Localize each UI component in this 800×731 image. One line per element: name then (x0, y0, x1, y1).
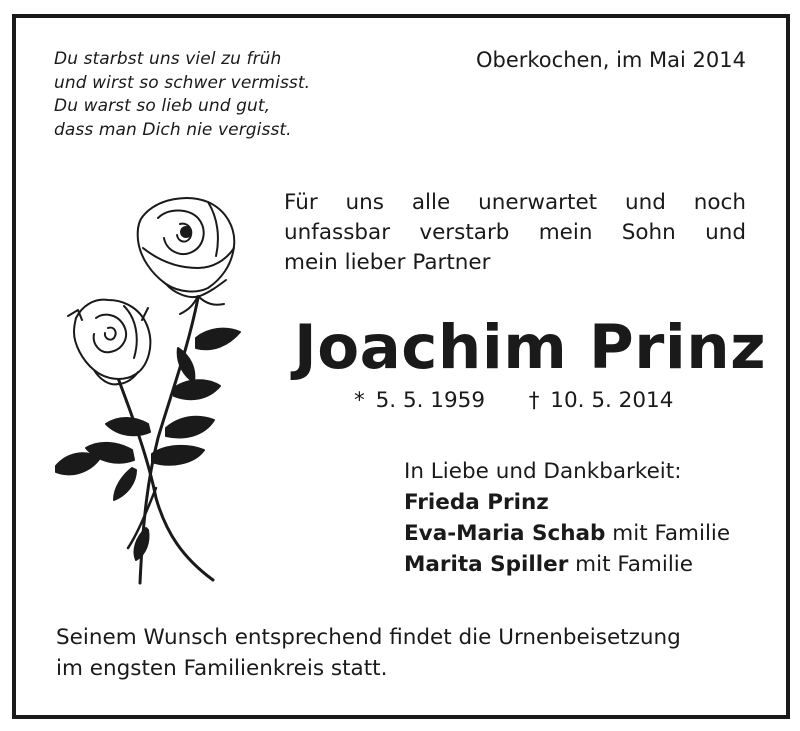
closing-line: im engsten Familienkreis statt. (56, 656, 388, 681)
mourner-entry (404, 487, 730, 518)
closing-text (56, 622, 681, 684)
mourner-name: Eva-Maria Schab (404, 521, 606, 546)
place-and-date: Oberkochen, im Mai 2014 (475, 48, 746, 72)
mourners-block (404, 456, 730, 580)
mourners-heading: In Liebe und Dankbarkeit: (404, 459, 682, 484)
mourner-name: Frieda Prinz (404, 490, 549, 515)
intro-line: unfassbar verstarb mein Sohn und (284, 220, 746, 245)
mourner-suffix: mit Familie (575, 552, 694, 577)
death-symbol: † (528, 388, 540, 413)
poem-line: dass man Dich nie vergisst. (54, 119, 292, 140)
poem (54, 48, 310, 142)
intro-line: Für uns alle unerwartet und noch (284, 190, 746, 215)
rose-drawing-icon (48, 188, 258, 593)
birth-symbol: * (354, 388, 365, 413)
mourner-suffix: mit Familie (612, 521, 731, 546)
poem-line: Du starbst uns viel zu früh (54, 49, 282, 69)
deceased-name: Joachim Prinz (294, 312, 767, 383)
closing-line: Seinem Wunsch entsprechend findet die Urnenbeisetzung (56, 625, 681, 650)
poem-line: und wirst so schwer vermisst. (54, 72, 311, 93)
poem-line: Du warst so lieb und gut, (54, 96, 271, 116)
birth-date: 5. 5. 1959 (375, 388, 486, 413)
mourner-name: Marita Spiller (404, 552, 569, 577)
intro-text (284, 188, 746, 278)
mourner-entry (404, 518, 730, 549)
mourner-entry (404, 549, 730, 580)
intro-line: mein lieber Partner (284, 250, 491, 275)
life-dates (354, 388, 677, 413)
death-date: 10. 5. 2014 (550, 388, 674, 413)
